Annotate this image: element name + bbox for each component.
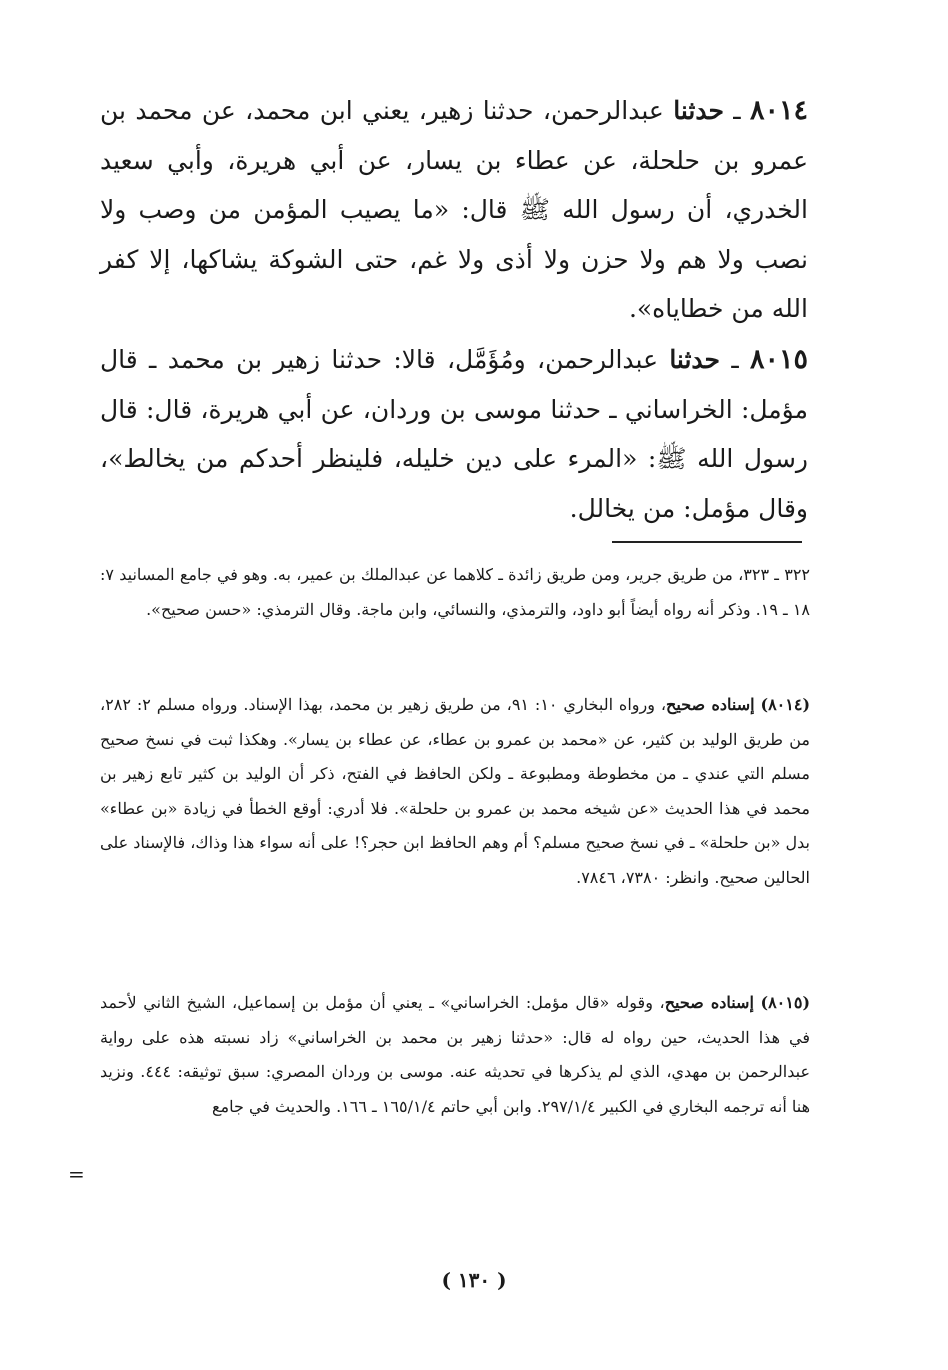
hadith-dash: ـ [720, 345, 750, 374]
footnote-8015-paragraph [100, 986, 810, 1124]
footnote-8014 [100, 688, 810, 895]
hadith-number: ٨٠١٤ [749, 95, 808, 126]
continuation-mark: = [68, 1162, 85, 1186]
hadith-text: عبدالرحمن، ومُؤَمَّل، قالا: حدثنا زهير بن محمد ـ قال مؤمل: الخراساني ـ حدثنا موسى بن وردان، عن أبي هريرة، قال: قال رسول الله ﷺ: «المرء على دين خليله، فلينظر أحدكم من يخالط»، وقال مؤمل: من يخالل. [100, 345, 808, 523]
page-number: ( ١٣٠ ) [441, 1268, 507, 1292]
hadith-keyword: حدثنا [673, 96, 724, 125]
footnote-intro-text: ٣٢٢ ـ ٣٢٣، من طريق جرير، ومن طريق زائدة ـ كلاهما عن عبدالملك بن عمير، به. وهو في جامع المسانيد ٧: ١٨ ـ ١٩. وذكر أنه رواه أيضاً أبو داود، والترمذي، والنسائي، وابن ماجة. وقال الترمذي: «حسن صحيح». [100, 565, 810, 619]
hadith-8015 [100, 335, 808, 533]
footnote-label: (٨٠١٥) [760, 993, 811, 1012]
hadith-8014-paragraph [100, 86, 808, 334]
footnote-keyword: إسناده صحيح [664, 993, 754, 1012]
footnote-text: ، ورواه البخاري ١٠: ٩١، من طريق زهير بن محمد، بهذا الإسناد. ورواه مسلم ٢: ٢٨٢، من طريق الوليد بن كثير، عن «محمد بن عمرو بن عطاء، عن عطاء بن يسار». وهكذا ثبت في نسخ صحيح مسلم التي عندي ـ من مخطوطة ومطبوعة ـ ولكن الحافظ في الفتح، ذكر أن الوليد بن كثير تابع زهير بن محمد في هذا الحديث «عن شيخه محمد بن عمرو بن حلحلة». فلا أدري: أوقع الخطأ في زيادة «بن عطاء» بدل «بن حلحلة» ـ في نسخ صحيح مسلم؟ أم وهم الحافظ ابن حجر؟! على أنه سواء هذا وذاك، فالإسناد على الحالين صحيح. وانظر: ٧٣٨٠، ٧٨٤٦. [100, 695, 811, 887]
hadith-dash: ـ [723, 96, 750, 125]
footnote-8015 [100, 986, 810, 1124]
footnote-label: (٨٠١٤) [760, 695, 811, 714]
hadith-8014 [100, 86, 808, 334]
footnote-separator [612, 541, 802, 543]
hadith-text: عبدالرحمن، حدثنا زهير، يعني ابن محمد، عن محمد بن عمرو بن حلحلة، عن عطاء بن يسار، عن أبي هريرة، وأبي سعيد الخدري، أن رسول الله ﷺ قال: «ما يصيب المؤمن من وصب ولا نصب ولا هم ولا حزن ولا أذى ولا غم، حتى الشوكة يشاكها، إلا كفر الله من خطاياه». [100, 96, 808, 323]
footnote-keyword: إسناده صحيح [666, 695, 755, 714]
hadith-keyword: حدثنا [669, 345, 721, 374]
footnote-text: ، وقوله «قال مؤمل: الخراساني» ـ يعني أن مؤمل بن إسماعيل، الشيخ الثاني لأحمد في هذا الحديث، حين رواه له قال: «حدثنا زهير بن محمد بن الخراساني» زاد نسبته هذه على رواية عبدالرحمن بن مهدي، الذي لم يذكرها في تحديثه عنه. موسى بن وردان المصري: سبق توثيقه: ٤٤٤. ونزيد هنا أنه ترجمه البخاري في الكبير ٢٩٧/١/٤. وابن أبي حاتم ١٦٥/١/٤ ـ ١٦٦. والحديث في جامع [100, 993, 810, 1116]
hadith-number: ٨٠١٥ [749, 344, 808, 375]
hadith-8015-paragraph [100, 335, 808, 533]
footnote-8014-paragraph [100, 688, 810, 895]
footnote-intro [100, 558, 810, 627]
